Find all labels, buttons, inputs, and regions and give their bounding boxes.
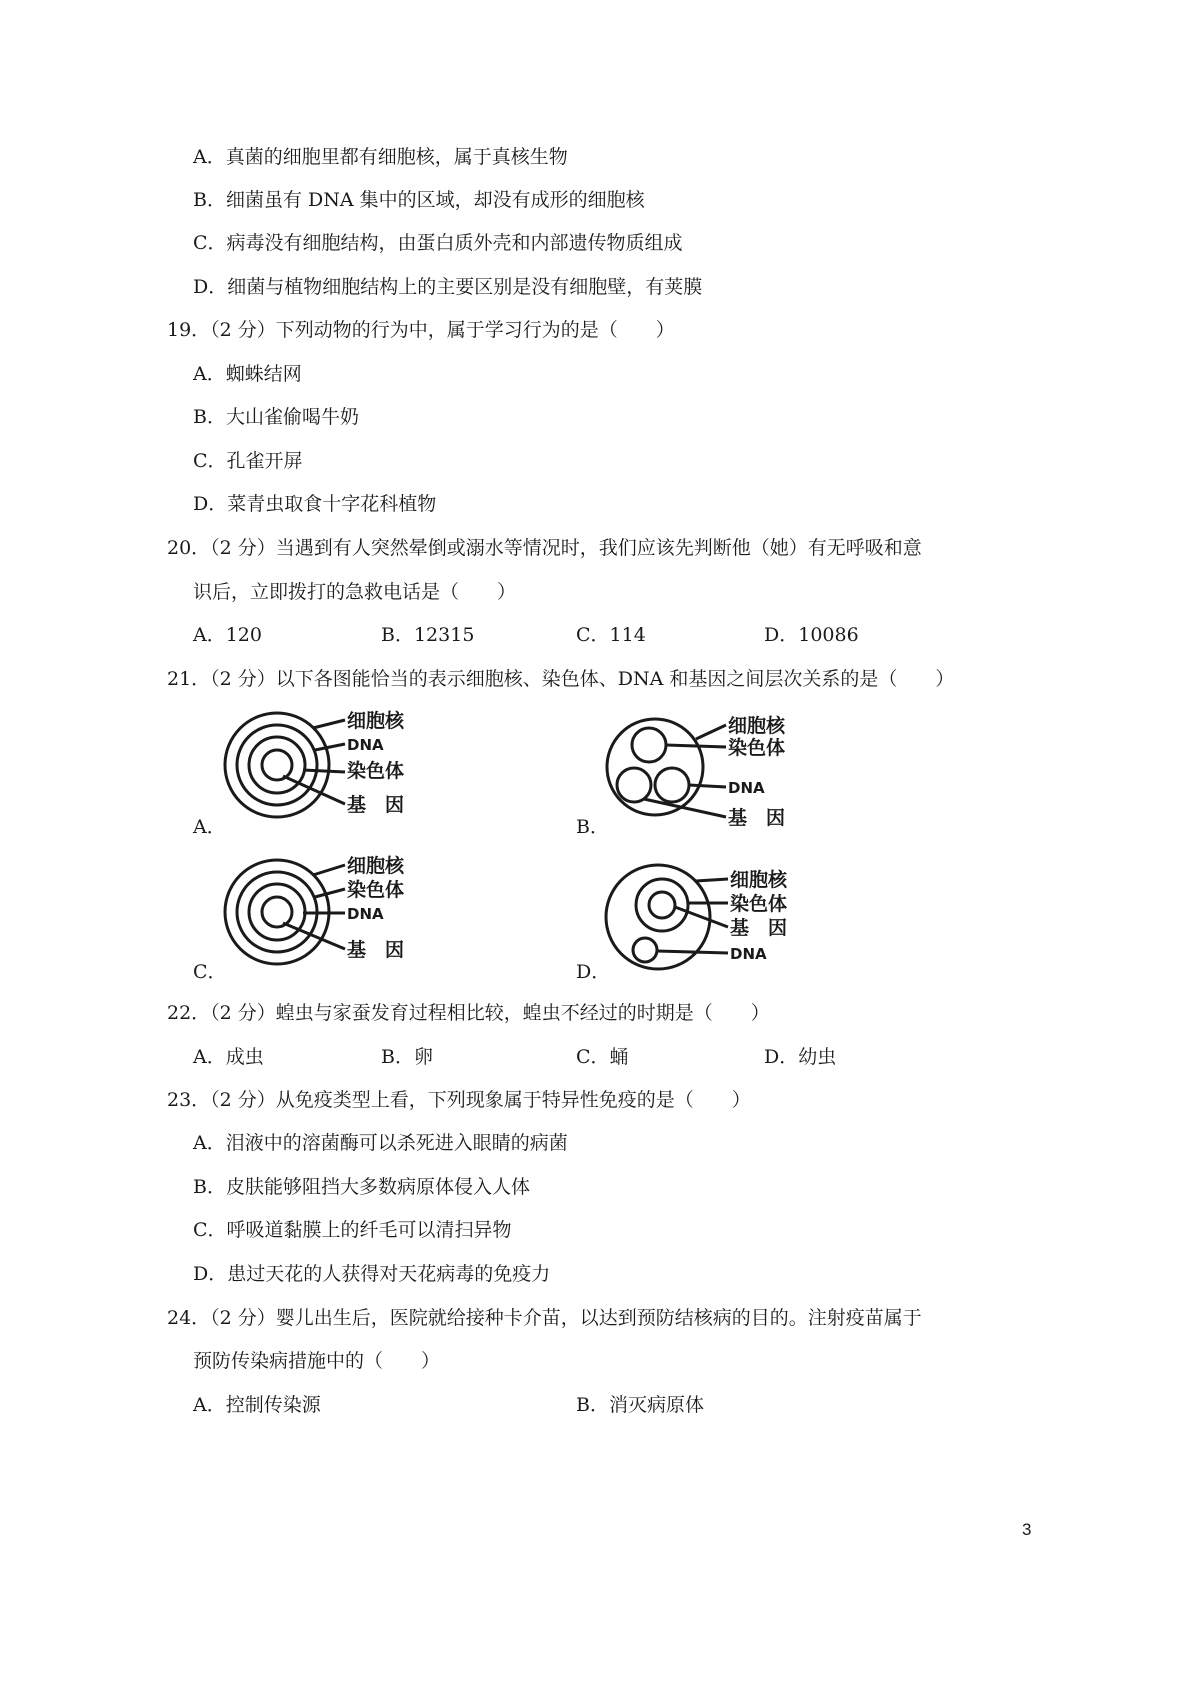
chromosome-circle xyxy=(636,879,688,931)
q23-stem: 23．（2 分）从免疫类型上看，下列现象属于特异性免疫的是（ ） xyxy=(167,1089,751,1111)
q21-figure-a xyxy=(215,700,455,830)
q23-option-c: C．呼吸道黏膜上的纤毛可以清扫异物 xyxy=(193,1219,512,1241)
gene-circle xyxy=(262,897,292,927)
chromosome-circle xyxy=(632,728,666,762)
label-nucleus: 细胞核 xyxy=(728,715,786,737)
q21-fig-b-letter: B． xyxy=(576,816,609,838)
label-chromosome: 染色体 xyxy=(347,879,405,901)
label-chromosome: 染色体 xyxy=(728,737,786,759)
q20-option-a: A．120 xyxy=(193,624,262,646)
q18-option-b: B．细菌虽有 DNA 集中的区域，却没有成形的细胞核 xyxy=(193,189,645,211)
q23-option-b: B．皮肤能够阻挡大多数病原体侵入人体 xyxy=(193,1176,530,1198)
q22-option-c: C．蛹 xyxy=(576,1046,629,1068)
dna-circle xyxy=(249,884,305,940)
label-dna: DNA xyxy=(347,905,384,923)
gene-circle xyxy=(655,768,689,802)
q20-stem-line1: 20．（2 分）当遇到有人突然晕倒或溺水等情况时，我们应该先判断他（她）有无呼吸和意 xyxy=(167,537,922,559)
label-nucleus: 细胞核 xyxy=(347,855,405,877)
label-dna: DNA xyxy=(347,736,384,754)
q24-option-a: A．控制传染源 xyxy=(193,1394,321,1416)
q22-option-a: A．成虫 xyxy=(193,1046,264,1068)
q19-option-a: A．蜘蛛结网 xyxy=(193,363,302,385)
label-dna: DNA xyxy=(730,945,767,963)
q24-stem-line1: 24．（2 分）婴儿出生后，医院就给接种卡介苗，以达到预防结核病的目的。注射疫苗属于 xyxy=(167,1307,922,1329)
dna-circle xyxy=(617,768,651,802)
q20-option-d: D．10086 xyxy=(764,624,859,646)
q21-fig-d-letter: D． xyxy=(576,961,611,983)
gene-circle xyxy=(262,750,292,780)
q22-option-d: D．幼虫 xyxy=(764,1046,837,1068)
label-gene: 基 因 xyxy=(347,939,405,961)
label-nucleus: 细胞核 xyxy=(347,710,405,732)
q22-stem: 22．（2 分）蝗虫与家蚕发育过程相比较，蝗虫不经过的时期是（ ） xyxy=(167,1002,770,1024)
q20-option-c: C．114 xyxy=(576,624,646,646)
label-chromosome: 染色体 xyxy=(347,760,405,782)
q18-option-a: A．真菌的细胞里都有细胞核，属于真核生物 xyxy=(193,146,568,168)
page-number: 3 xyxy=(1022,1520,1032,1539)
q24-option-b: B．消灭病原体 xyxy=(576,1394,704,1416)
q19-stem: 19．（2 分）下列动物的行为中，属于学习行为的是（ ） xyxy=(167,319,675,341)
label-gene: 基 因 xyxy=(347,794,405,816)
q20-option-b: B．12315 xyxy=(381,624,475,646)
q21-figure-d xyxy=(600,855,840,980)
q21-fig-a-letter: A． xyxy=(193,816,226,838)
dna-circle xyxy=(633,938,657,962)
q21-figure-b xyxy=(600,705,840,835)
q18-option-c: C．病毒没有细胞结构，由蛋白质外壳和内部遗传物质组成 xyxy=(193,232,683,254)
q19-option-d: D．菜青虫取食十字花科植物 xyxy=(193,493,437,515)
q23-option-d: D．患过天花的人获得对天花病毒的免疫力 xyxy=(193,1263,551,1285)
label-nucleus: 细胞核 xyxy=(730,869,788,891)
label-gene: 基 因 xyxy=(730,917,788,939)
label-chromosome: 染色体 xyxy=(730,893,788,915)
q22-option-b: B．卵 xyxy=(381,1046,433,1068)
q20-stem-line2: 识后，立即拨打的急救电话是（ ） xyxy=(193,581,517,603)
chromosome-circle xyxy=(249,737,305,793)
q21-fig-c-letter: C． xyxy=(193,961,227,983)
q21-stem: 21．（2 分）以下各图能恰当的表示细胞核、染色体、DNA 和基因之间层次关系的是（ ） xyxy=(167,668,955,690)
label-gene: 基 因 xyxy=(728,807,786,829)
q19-option-c: C．孔雀开屏 xyxy=(193,450,303,472)
q19-option-b: B．大山雀偷喝牛奶 xyxy=(193,406,359,428)
q21-figure-c xyxy=(215,847,455,977)
label-dna: DNA xyxy=(728,779,765,797)
gene-circle xyxy=(649,892,675,918)
q24-stem-line2: 预防传染病措施中的（ ） xyxy=(193,1350,441,1372)
q18-option-d: D．细菌与植物细胞结构上的主要区别是没有细胞壁，有荚膜 xyxy=(193,276,703,298)
q23-option-a: A．泪液中的溶菌酶可以杀死进入眼睛的病菌 xyxy=(193,1132,568,1154)
